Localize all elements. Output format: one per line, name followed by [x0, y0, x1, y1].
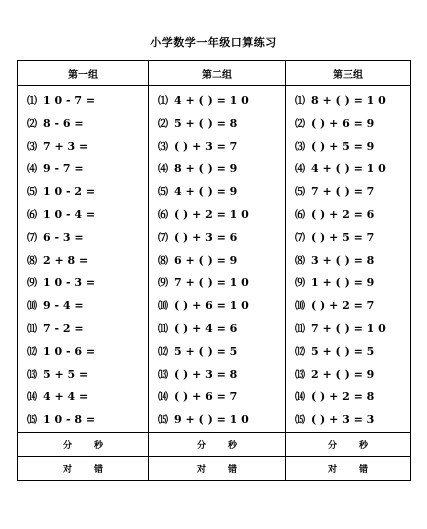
problem-expression: 9 + ( ) = 1 0: [174, 413, 249, 427]
problem-item: [286, 113, 410, 136]
problem-number: ⑵: [27, 118, 37, 130]
problem-expression: ( ) + 3 = 8: [174, 367, 238, 381]
problem-item: [18, 158, 148, 181]
header-row: [18, 61, 411, 86]
problem-number: ⑻: [27, 255, 37, 267]
problem-number: ⑽: [27, 301, 37, 313]
problem-item: [18, 341, 148, 364]
problem-expression: 1 0 - 7 =: [43, 94, 96, 107]
problem-expression: ( ) + 3 = 6: [174, 230, 238, 244]
problem-item: [286, 318, 410, 341]
problem-expression: 4 + ( ) = 1 0: [311, 162, 386, 176]
problem-expression: 9 - 7 =: [43, 162, 84, 176]
problem-item: [149, 295, 285, 318]
problem-number: ⑺: [27, 232, 37, 244]
problem-item: [149, 386, 285, 409]
problem-item: [286, 386, 410, 409]
problem-item: [18, 227, 148, 250]
problem-number: ⑵: [158, 118, 168, 130]
problem-number: ⑹: [158, 209, 168, 221]
problem-item: [286, 90, 410, 113]
problem-expression: 6 - 3 =: [43, 230, 84, 244]
problem-number: ⑻: [295, 255, 305, 267]
problem-number: ⑸: [158, 187, 168, 199]
correct-label: 对: [196, 464, 206, 475]
problem-number: ⑾: [158, 323, 168, 335]
problem-number: ⑴: [295, 96, 305, 107]
problem-number: ⒂: [295, 415, 305, 427]
problem-list-group-3: [286, 86, 410, 432]
problem-item: [18, 90, 148, 113]
problem-number: ⑽: [158, 301, 168, 313]
problem-expression: 5 + ( ) = 5: [174, 344, 238, 358]
problem-item: [149, 136, 285, 159]
problem-number: ⑺: [158, 232, 168, 244]
problem-item: [18, 364, 148, 387]
wrong-label: 错: [228, 464, 238, 475]
problem-item: [286, 272, 410, 295]
problem-item: [149, 341, 285, 364]
problem-item: [18, 295, 148, 318]
problem-expression: 6 + ( ) = 9: [174, 253, 238, 267]
problem-number: ⑼: [158, 278, 168, 290]
problem-item: [149, 90, 285, 113]
group-heading-3: 第三组: [286, 61, 411, 86]
seconds-label: 秒: [228, 440, 238, 451]
problem-number: ⒀: [27, 369, 37, 381]
group-heading-1: 第一组: [18, 61, 149, 86]
problem-item: [149, 364, 285, 387]
problem-item: [149, 250, 285, 273]
problem-item: [286, 295, 410, 318]
problem-number: ⑿: [295, 346, 305, 358]
problem-item: [149, 409, 285, 432]
problem-number: ⒀: [158, 369, 168, 381]
problem-number: ⑶: [158, 141, 168, 153]
problem-number: ⑾: [27, 323, 37, 335]
problem-number: ⒁: [295, 392, 305, 404]
problem-number: ⒂: [27, 415, 37, 427]
problem-expression: 1 0 - 3 =: [43, 276, 96, 290]
problem-item: [18, 181, 148, 204]
problem-item: [149, 272, 285, 295]
problem-item: [286, 227, 410, 250]
group-heading-2: 第二组: [149, 61, 286, 86]
problem-number: ⒁: [27, 392, 37, 404]
problem-expression: 1 0 - 8 =: [43, 413, 96, 427]
problem-list-group-1: [18, 86, 148, 432]
problem-item: [286, 181, 410, 204]
problem-expression: ( ) + 6 = 7: [174, 390, 238, 404]
problem-expression: 2 + 8 =: [43, 253, 89, 267]
problem-item: [149, 227, 285, 250]
minutes-label: 分: [327, 440, 337, 451]
problem-number: ⑹: [295, 209, 305, 221]
problem-expression: ( ) + 2 = 7: [311, 299, 375, 313]
problem-expression: 2 + ( ) = 9: [311, 367, 375, 381]
problem-item: [286, 364, 410, 387]
seconds-label: 秒: [359, 440, 369, 451]
problem-expression: 3 + ( ) = 8: [311, 253, 375, 267]
problem-expression: 8 + ( ) = 9: [174, 162, 238, 176]
minutes-label: 分: [62, 440, 72, 451]
score-cell-1: [18, 456, 149, 480]
worksheet-table: [17, 60, 411, 481]
problem-item: [149, 204, 285, 227]
page-title: 小学数学一年级口算练习: [150, 36, 277, 49]
correct-label: 对: [62, 464, 72, 475]
correct-label: 对: [327, 464, 337, 475]
problem-list-group-2: [149, 86, 285, 432]
problem-number: ⑶: [27, 141, 37, 153]
score-cell-3: [286, 456, 411, 480]
problem-number: ⑹: [27, 209, 37, 221]
score-row: [18, 456, 411, 480]
problem-item: [18, 318, 148, 341]
problem-item: [18, 250, 148, 273]
problem-item: [286, 250, 410, 273]
score-cell-2: [149, 456, 286, 480]
problem-expression: ( ) + 6 = 9: [311, 116, 375, 130]
problem-expression: ( ) + 5 = 9: [311, 139, 375, 153]
problem-number: ⑽: [295, 301, 305, 313]
time-row: [18, 432, 411, 456]
problem-expression: 1 0 - 6 =: [43, 344, 96, 358]
problem-item: [286, 409, 410, 432]
problem-item: [286, 341, 410, 364]
problem-expression: 5 + ( ) = 8: [174, 116, 238, 130]
problem-expression: 8 + ( ) = 1 0: [311, 94, 386, 107]
problem-expression: ( ) + 6 = 1 0: [174, 299, 249, 313]
problem-expression: 4 + ( ) = 9: [174, 185, 238, 199]
problem-expression: 7 + ( ) = 7: [311, 185, 375, 199]
problem-expression: 7 + 3 =: [43, 139, 89, 153]
problem-number: ⒀: [295, 369, 305, 381]
problem-number: ⑿: [158, 346, 168, 358]
problem-expression: ( ) + 2 = 1 0: [174, 207, 249, 221]
problem-number: ⑸: [27, 187, 37, 199]
problem-item: [18, 409, 148, 432]
time-cell-1: [18, 432, 149, 456]
problem-expression: 4 + ( ) = 1 0: [174, 94, 249, 107]
problem-number: ⑷: [158, 164, 168, 176]
problem-number: ⑾: [295, 323, 305, 335]
problem-number: ⒂: [158, 415, 168, 427]
problem-expression: 5 + ( ) = 5: [311, 344, 375, 358]
problems-row: [18, 86, 411, 433]
problem-expression: 1 0 - 2 =: [43, 185, 96, 199]
time-cell-3: [286, 432, 411, 456]
problem-item: [18, 136, 148, 159]
wrong-label: 错: [94, 464, 104, 475]
problem-item: [286, 136, 410, 159]
problem-item: [18, 386, 148, 409]
problem-item: [18, 272, 148, 295]
time-cell-2: [149, 432, 286, 456]
problem-expression: ( ) + 2 = 6: [311, 207, 375, 221]
problem-number: ⑴: [158, 96, 168, 107]
minutes-label: 分: [196, 440, 206, 451]
problem-number: ⑻: [158, 255, 168, 267]
problem-expression: 1 0 - 4 =: [43, 207, 96, 221]
problem-expression: 9 - 4 =: [43, 299, 84, 313]
problem-number: ⑿: [27, 346, 37, 358]
problem-number: ⑶: [295, 141, 305, 153]
problem-item: [18, 113, 148, 136]
problem-number: ⑸: [295, 187, 305, 199]
problem-expression: 5 + 5 =: [43, 367, 89, 381]
problem-item: [286, 204, 410, 227]
problem-expression: 4 + 4 =: [43, 390, 89, 404]
problem-expression: ( ) + 3 = 3: [311, 413, 375, 427]
problem-number: ⑷: [27, 164, 37, 176]
problem-item: [149, 113, 285, 136]
problem-item: [286, 158, 410, 181]
wrong-label: 错: [359, 464, 369, 475]
problem-expression: ( ) + 3 = 7: [174, 139, 238, 153]
problem-expression: 7 - 2 =: [43, 321, 84, 335]
problem-item: [18, 204, 148, 227]
problem-number: ⑴: [27, 96, 37, 107]
seconds-label: 秒: [94, 440, 104, 451]
problem-item: [149, 158, 285, 181]
problem-expression: 7 + ( ) = 1 0: [174, 276, 249, 290]
problem-expression: 7 + ( ) = 1 0: [311, 321, 386, 335]
problem-number: ⑼: [27, 278, 37, 290]
problem-expression: ( ) + 5 = 7: [311, 230, 375, 244]
problem-number: ⑷: [295, 164, 305, 176]
problem-item: [149, 318, 285, 341]
problem-number: ⒁: [158, 392, 168, 404]
problem-item: [149, 181, 285, 204]
problem-expression: 1 + ( ) = 9: [311, 276, 375, 290]
problem-expression: ( ) + 4 = 6: [174, 321, 238, 335]
problem-expression: 8 - 6 =: [43, 116, 84, 130]
problem-number: ⑺: [295, 232, 305, 244]
problem-number: ⑼: [295, 278, 305, 290]
problem-number: ⑵: [295, 118, 305, 130]
problem-expression: ( ) + 2 = 8: [311, 390, 375, 404]
